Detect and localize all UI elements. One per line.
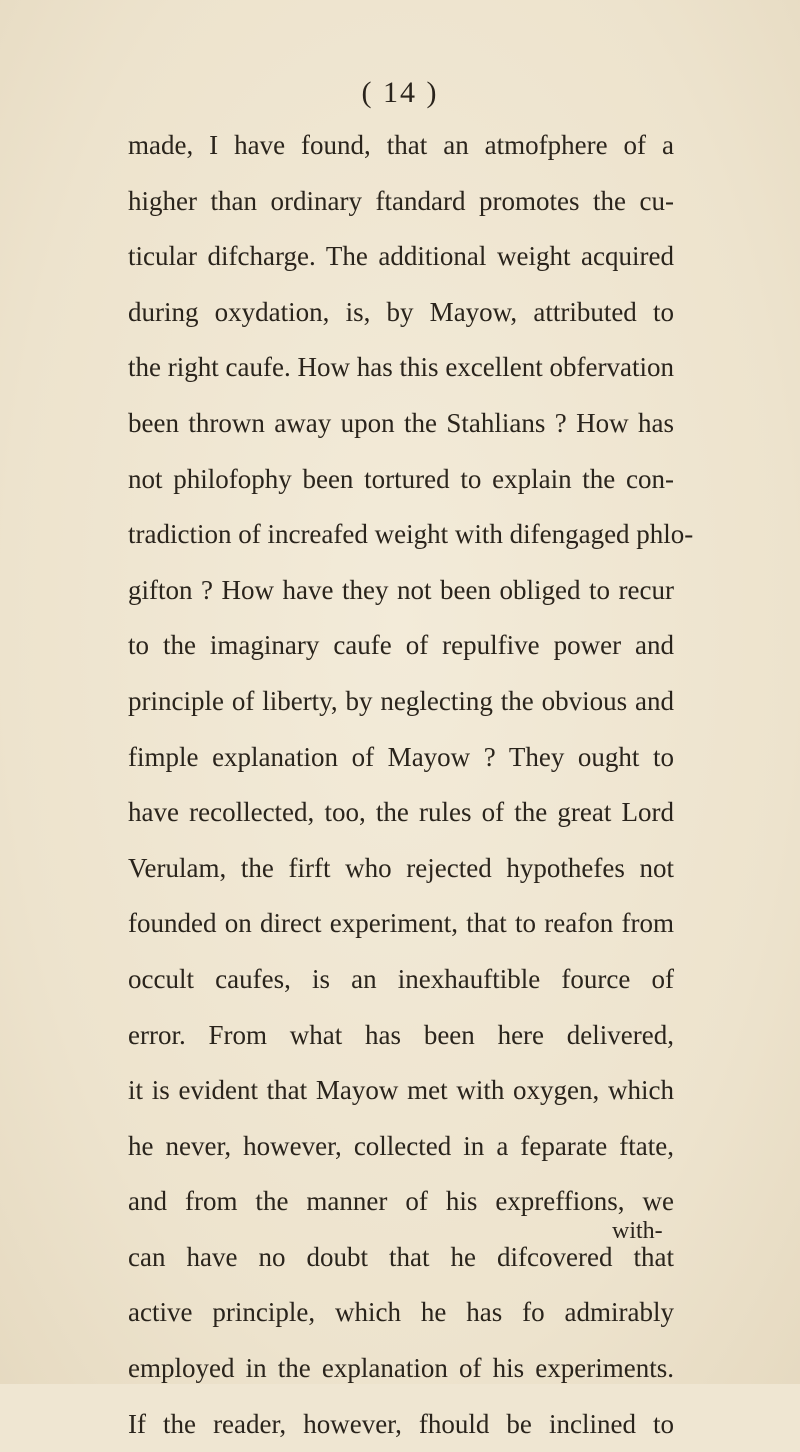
text-line: gifton ? How have they not been obliged to recur bbox=[128, 574, 674, 605]
body-text bbox=[128, 118, 694, 1452]
text-line: active principle, which he has fo admirably bbox=[128, 1297, 674, 1328]
text-line: have recollected, too, the rules of the great Lord bbox=[128, 797, 674, 828]
text-line: founded on direct experiment, that to reafon from bbox=[128, 908, 674, 939]
text-line: can have no doubt that he difcovered that bbox=[128, 1241, 674, 1272]
text-line: Verulam, the firft who rejected hypothefes not bbox=[128, 852, 674, 883]
text-line: error. From what has been here delivered, bbox=[128, 1019, 674, 1050]
text-line: employed in the explanation of his experiments. bbox=[128, 1353, 674, 1384]
page-number: ( 14 ) bbox=[361, 76, 439, 109]
text-line: occult caufes, is an inexhauftible fource of bbox=[128, 963, 674, 994]
text-line: principle of liberty, by neglecting the obvious and bbox=[128, 685, 674, 716]
text-line: during oxydation, is, by Mayow, attributed to bbox=[128, 296, 674, 327]
text-line: fimple explanation of Mayow ? They ought to bbox=[128, 741, 674, 772]
text-line: to the imaginary caufe of repulfive power and bbox=[128, 630, 674, 661]
catchword: with- bbox=[612, 1218, 663, 1244]
text-line: made, I have found, that an atmofphere of a bbox=[128, 130, 674, 160]
text-line: and from the manner of his expreffions, we bbox=[128, 1186, 674, 1217]
text-line: it is evident that Mayow met with oxygen, which bbox=[128, 1075, 674, 1106]
text-line: ticular difcharge. The additional weight acquired bbox=[128, 241, 674, 272]
text-line: higher than ordinary ftandard promotes the cu- bbox=[128, 185, 674, 216]
text-line: he never, however, collected in a feparate ftate, bbox=[128, 1130, 674, 1161]
text-line: If the reader, however, fhould be inclined to bbox=[128, 1408, 674, 1439]
text-line: the right caufe. How has this excellent obfervation bbox=[128, 352, 674, 383]
text-line: been thrown away upon the Stahlians ? How has bbox=[128, 407, 674, 438]
text-line: tradiction of increafed weight with difengaged phlo- bbox=[128, 519, 694, 550]
text-line: not philofophy been tortured to explain the con- bbox=[128, 463, 674, 494]
